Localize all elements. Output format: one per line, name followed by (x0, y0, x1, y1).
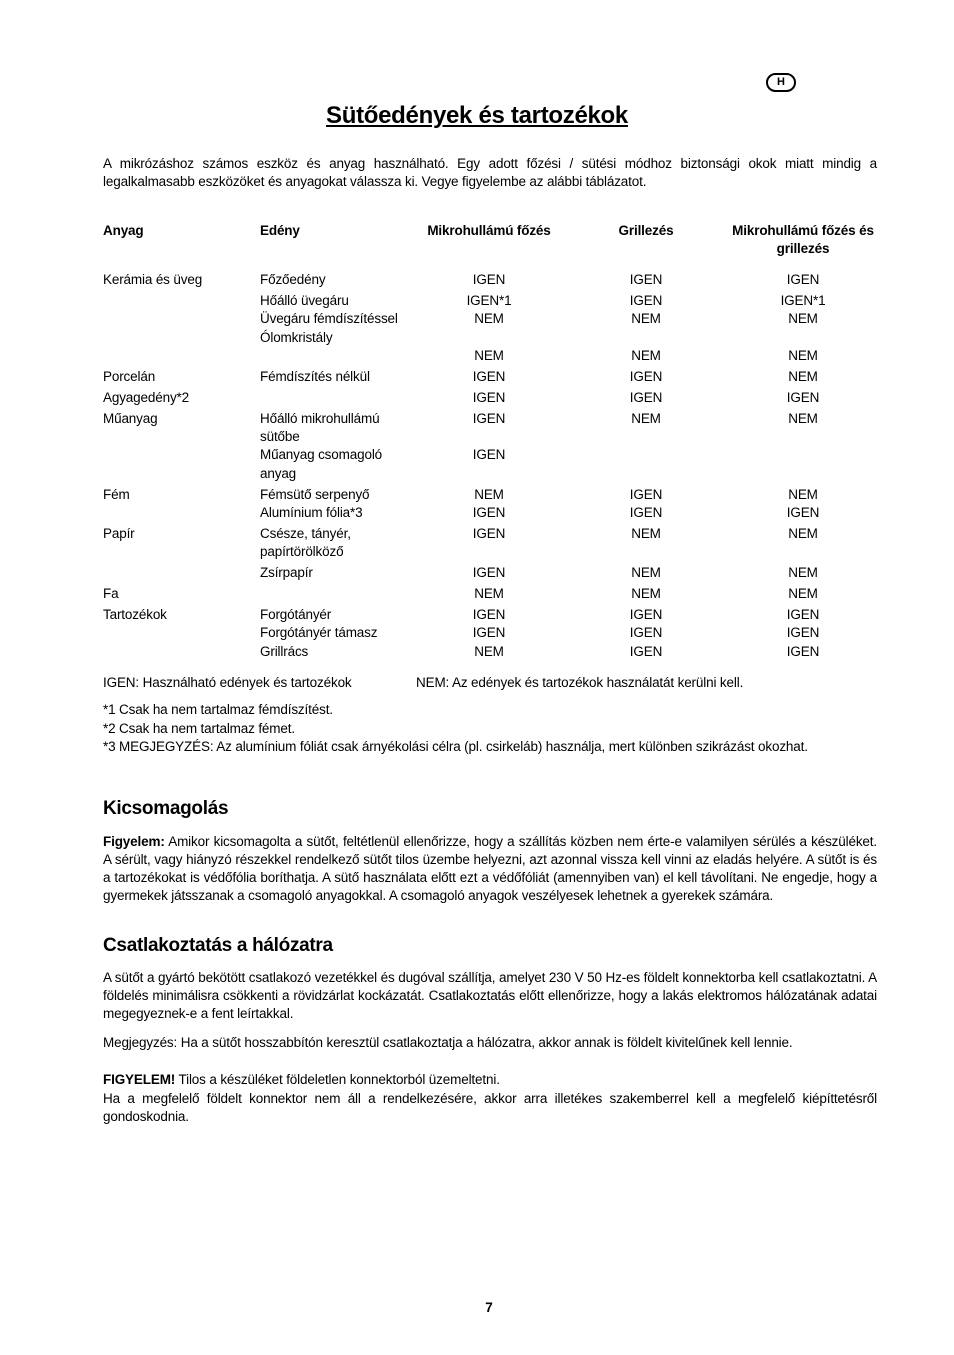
cell-microwave: NEM (474, 348, 504, 363)
cell-material: Fém (103, 487, 130, 502)
legend-no: NEM: Az edények és tartozékok használatát kerülni kell. (416, 675, 744, 690)
cell-microwave: IGEN*1 (466, 293, 512, 308)
page-title: Sütőedények és tartozékok (326, 102, 628, 129)
cell-microwave: NEM (474, 644, 504, 659)
intro-paragraph: A mikrózáshoz számos eszköz és anyag használható. Egy adott főzési / sütési módhoz biztonsági okok miatt mindig a legalkalmasabb eszközöket és anyagokat válassza ki. Vegye figyelembe az alábbi táblázatot. (103, 156, 877, 189)
cell-grill: NEM (631, 565, 661, 580)
header-microwave: Mikrohullámú főzés (427, 223, 551, 238)
cell-combined: NEM (788, 311, 818, 326)
cell-material: Tartozékok (103, 607, 167, 622)
header-combined-line2: grillezés (776, 241, 830, 256)
legend-yes: IGEN: Használható edények és tartozékok (103, 675, 352, 690)
cell-grill: IGEN (629, 369, 663, 384)
cell-combined: IGEN (786, 644, 820, 659)
cell-dish: Grillrács (260, 644, 309, 659)
cell-combined: NEM (788, 586, 818, 601)
connection-warning (103, 1071, 877, 1089)
cell-microwave: IGEN (472, 369, 506, 384)
connection-paragraph-3: Ha a megfelelő földelt konnektor nem áll a rendelkezésére, akkor arra illetékes szakemberrel kell a megfelelő kiépíttetésről gondoskodnia. (103, 1091, 877, 1124)
cell-material: Műanyag (103, 411, 158, 426)
connection-paragraph-1: A sütőt a gyártó bekötött csatlakozó vezetékkel és dugóval szállítja, amelyet 230 V 50 Hz-es földelt konnektorba kell csatlakoztatni. A földelés minimálisra csökkenti a rövidzárlat kockázatát. Csatlakoztatás előtt ellenőrizze, hogy a lakás elektromos hálózatának adatai megegyeznek-e a fent leírtakkal. (103, 970, 877, 1021)
cell-dish: Alumínium fólia*3 (260, 505, 363, 520)
cell-dish: Ólomkristály (260, 330, 333, 345)
cell-dish: Főzőedény (260, 272, 326, 287)
cell-combined: IGEN (786, 390, 820, 405)
cell-grill: IGEN (629, 272, 663, 287)
cell-combined: NEM (788, 487, 818, 502)
cell-grill: IGEN (629, 390, 663, 405)
cell-microwave: NEM (474, 311, 504, 326)
note-1: *1 Csak ha nem tartalmaz fémdíszítést. (103, 702, 333, 717)
note-3: *3 MEGJEGYZÉS: Az alumínium fóliát csak árnyékolási célra (pl. csirkeláb) használja, mert különben szikrázást okozhat. (103, 739, 808, 754)
warning-label: FIGYELEM! (103, 1072, 176, 1087)
cell-dish: papírtörölköző (260, 544, 344, 559)
cell-dish: Fémdíszítés nélkül (260, 369, 370, 384)
cell-dish: Hőálló mikrohullámú (260, 411, 380, 426)
cell-microwave: IGEN (472, 390, 506, 405)
unpacking-heading: Kicsomagolás (103, 798, 229, 819)
cell-grill: NEM (631, 311, 661, 326)
header-dish: Edény (260, 223, 300, 238)
cell-material: Porcelán (103, 369, 156, 384)
cell-microwave: IGEN (472, 505, 506, 520)
cell-dish: Üvegáru fémdíszítéssel (260, 311, 398, 326)
cell-microwave: IGEN (472, 607, 506, 622)
cell-microwave: IGEN (472, 526, 506, 541)
cell-grill: IGEN (629, 644, 663, 659)
cell-grill: NEM (631, 586, 661, 601)
header-material: Anyag (103, 223, 144, 238)
cell-microwave: IGEN (472, 625, 506, 640)
cell-combined: IGEN*1 (780, 293, 826, 308)
header-combined (713, 222, 893, 258)
cell-grill: IGEN (629, 293, 663, 308)
cell-dish: sütőbe (260, 429, 300, 444)
cell-microwave: NEM (474, 586, 504, 601)
cell-grill: IGEN (629, 505, 663, 520)
page-number: 7 (485, 1300, 493, 1315)
cell-material: Kerámia és üveg (103, 272, 203, 287)
cell-grill: NEM (631, 411, 661, 426)
cell-combined: IGEN (786, 272, 820, 287)
cell-dish: Fémsütő serpenyő (260, 487, 370, 502)
cell-microwave: NEM (474, 487, 504, 502)
cell-dish: Zsírpapír (260, 565, 313, 580)
cell-dish: Forgótányér támasz (260, 625, 378, 640)
connection-heading: Csatlakoztatás a hálózatra (103, 935, 333, 956)
cell-dish: Csésze, tányér, (260, 526, 351, 541)
cell-grill: NEM (631, 526, 661, 541)
cell-material: Agyagedény*2 (103, 390, 190, 405)
cell-grill: NEM (631, 348, 661, 363)
cell-combined: IGEN (786, 607, 820, 622)
header-grill: Grillezés (618, 223, 674, 238)
cell-microwave: IGEN (472, 272, 506, 287)
cell-combined: NEM (788, 526, 818, 541)
cell-combined: NEM (788, 369, 818, 384)
cell-dish: Forgótányér (260, 607, 332, 622)
cell-microwave: IGEN (472, 411, 506, 426)
cell-combined: NEM (788, 411, 818, 426)
cell-microwave: IGEN (472, 565, 506, 580)
cell-grill: IGEN (629, 487, 663, 502)
cell-dish: Hőálló üvegáru (260, 293, 349, 308)
cell-dish: anyag (260, 466, 297, 481)
cell-dish: Műanyag csomagoló (260, 447, 383, 462)
cell-combined: IGEN (786, 625, 820, 640)
cell-combined: NEM (788, 348, 818, 363)
cell-grill: IGEN (629, 625, 663, 640)
cell-material: Fa (103, 586, 119, 601)
unpacking-paragraph (103, 833, 877, 905)
unpacking-text: Amikor kicsomagolta a sütőt, feltétlenül ellenőrizze, hogy a szállítás közben nem érte-e valamilyen sérülés a készüléket. A sérült, vagy hiányzó részekkel rendelkező sütőt tilos üzembe helyezni, azt azonnal vissza kell vinni az eladás helyére. A sütőt is és a tartozékokat is védőfólia boríthatja. A sütő használata előtt ezt a védőfóliát (amennyiben van) el kell távolítani. Ne engedje, hogy a gyermekek játsszanak a csomagoló anyagokkal. A csomagoló anyagok veszélyesek lehetnek a gyerekek számára. (103, 834, 877, 903)
note-2: *2 Csak ha nem tartalmaz fémet. (103, 721, 295, 736)
cell-microwave: IGEN (472, 447, 506, 462)
warning-text: Tilos a készüléket földeletlen konnektorból üzemeltetni. (175, 1072, 500, 1087)
unpacking-label: Figyelem: (103, 834, 165, 849)
header-combined-line1: Mikrohullámú főzés és (732, 223, 874, 238)
connection-note: Megjegyzés: Ha a sütőt hosszabbítón keresztül csatlakoztatja a hálózatra, akkor annak is földelt kivitelűnek kell lennie. (103, 1035, 793, 1050)
cell-grill: IGEN (629, 607, 663, 622)
cell-combined: NEM (788, 565, 818, 580)
cell-combined: IGEN (786, 505, 820, 520)
language-badge: H (766, 73, 796, 92)
cell-material: Papír (103, 526, 135, 541)
